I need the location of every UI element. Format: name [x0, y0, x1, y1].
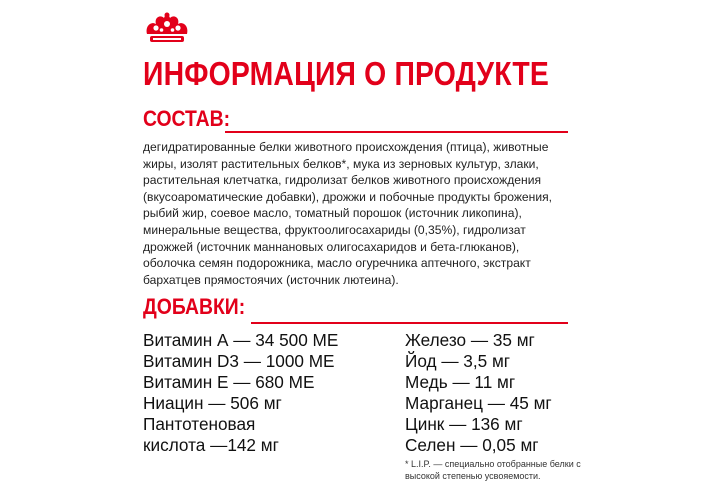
- composition-heading: СОСТАВ:: [143, 106, 231, 131]
- additives-list-vitamins: [143, 330, 338, 456]
- additive-item: Железо — 35 мг: [405, 330, 535, 350]
- additive-item: Цинк — 136 мг: [405, 414, 523, 434]
- additives-divider: [251, 322, 568, 324]
- additive-item: Пантотеновая: [143, 414, 256, 434]
- footnote: * L.I.P. — специально отобранные белки с высокой степенью усвояемости.: [405, 459, 581, 481]
- royal-canin-crown-icon: [142, 12, 192, 48]
- additive-item: Медь — 11 мг: [405, 372, 516, 392]
- composition-text: дегидратированные белки животного происхождения (птица), животные жиры, изолят растительных белков*, мука из зерновых культур, злаки, растительная клетчатка, гидролизат белков животного происхождения (вкусоароматические добавки), дрожжи и побочные продукты брожения, рыбий жир, соевое масло, томатный порошок (источник ликопина), минеральные вещества, фруктоолигосахариды (0,35%), гидролизат дрожжей (источник маннановых олигосахаридов и бета-глюканов), оболочка семян подорожника, масло огуречника аптечного, экстракт бархатцев прямостоячих (источник лютеина).: [143, 140, 552, 287]
- additive-item: кислота —142 мг: [143, 435, 279, 455]
- composition-heading-block: [143, 107, 568, 131]
- additives-list-minerals: [405, 330, 552, 456]
- additive-item: Витамин А — 34 500 МЕ: [143, 330, 339, 350]
- additives-heading-block: [143, 295, 568, 319]
- composition-divider: [225, 131, 568, 133]
- additive-item: Йод — 3,5 мг: [405, 351, 511, 371]
- additive-item: Селен — 0,05 мг: [405, 435, 539, 455]
- additive-item: Витамин Е — 680 МЕ: [143, 372, 315, 392]
- page-title: ИНФОРМАЦИЯ О ПРОДУКТЕ: [143, 55, 550, 92]
- additives-heading: ДОБАВКИ:: [143, 294, 246, 319]
- additive-item: Марганец — 45 мг: [405, 393, 552, 413]
- additive-item: Ниацин — 506 мг: [143, 393, 282, 413]
- additive-item: Витамин D3 — 1000 МЕ: [143, 351, 335, 371]
